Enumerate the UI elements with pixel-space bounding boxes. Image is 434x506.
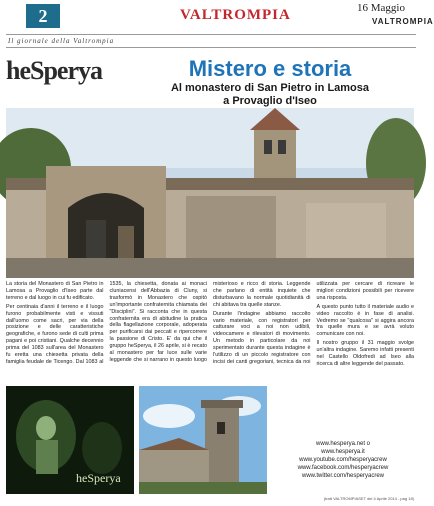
article-subtitle <box>120 82 420 108</box>
night-vision-photo <box>6 386 134 494</box>
page-header <box>0 0 434 34</box>
masthead-title-small: VALTROMPIA <box>372 17 434 26</box>
article-title: Mistero e storia <box>188 56 352 81</box>
link-youtube[interactable]: www.youtube.com/hesperyacrew <box>299 457 387 463</box>
issue-date: 16 Maggio <box>357 2 405 14</box>
paragraph-3: Durante l'indagine abbiamo raccolto vario materiale, con registratori per catturare voci a noi non udibili, videocamere e rilevatori di movimento. Un metodo in particolare da noi sperimentato durante questa indagine è l'utilizzo di un piccolo registratore con incisi dei canti gregoriani, tecnica da noi utilizzata per cercare di ricreare le migliori condizioni possibili per ricevere una risposta. <box>213 281 414 365</box>
paragraph-4: A questo punto tutto il materiale audio e video raccolto è in fase di analisi. Vedremo se "qualcosa" si aggira ancora tra quelle mura e se avrà voluto comunicare con noi. <box>316 303 414 338</box>
photo-watermark: heSperya <box>76 471 121 485</box>
castle-tower-photo <box>139 386 267 494</box>
link-twitter[interactable]: www.twitter.com/hesperyacrew <box>301 473 385 479</box>
paragraph-1: La storia del Monastero di San Pietro in Lamosa a Provaglio d'Iseo parte dal terreno e dal luogo in cui fu edificato. <box>6 281 104 301</box>
monastery-photo <box>6 108 414 278</box>
subtitle-line-1: Al monastero di San Pietro in Lamosa <box>170 82 370 94</box>
paragraph-2: Per centinaia d'anni il terreno e il luogo furono probabilmente visti e vissuti dall'uomo come sacri, per via della posizione e delle caratteristiche geografiche, e furono sede di culti prima pagani e poi cristiani. Qualche decennio prima del 1083 sull'area del Monastero fu eretta una chiesetta privata della famiglia feudale de Ticengo. Dal 1083 al 1535, la chiesetta, donata ai monaci cluniacensi dell'Abbazia di Cluny, si trasformò in Monastero che ospitò un'importante confraternita chiamata dei "Disciplini". Si racconta che in questa confraternita era di abitudine la pratica della flagellazione corporale, adoperata per purificarsi dai peccati e ripercorrere la passione di Cristo. E' da qui che il gruppo heSperya, il 26 aprile, si è recato al monastero per far luce sulle varie leggende che si narrano in questo luogo misterioso e ricco di storia. Leggende che parlano di entità inquiete che disturbavano la normale quotidianità di chi abitava tra quelle stanze. <box>6 281 311 365</box>
paragraph-5: Il nostro gruppo il 31 maggio svolge un'altra indagine. Saremo infatti presenti nel Castello Oldofredi ad Iseo alla ricerca di altre leggende del passato. <box>316 340 414 367</box>
link-hesperya-net[interactable]: www.hesperya.net o <box>315 441 371 447</box>
newspaper-tagline: Il giornale della Valtrompia <box>6 34 416 48</box>
page-number-badge: 2 <box>26 4 60 28</box>
masthead-title: VALTROMPIA <box>180 7 291 23</box>
website-links <box>272 440 414 480</box>
source-footnote: (tratt VALTROMPIASET del 4 Aprile 2014 - pag 18) <box>323 496 414 501</box>
link-facebook[interactable]: www.facebook.com/hesperyacrew <box>297 465 389 471</box>
hesperya-logo: heSperya <box>6 56 102 85</box>
subtitle-line-2: a Provaglio d'Iseo <box>223 95 317 107</box>
link-hesperya-it[interactable]: www.hesperya.it <box>321 449 365 455</box>
